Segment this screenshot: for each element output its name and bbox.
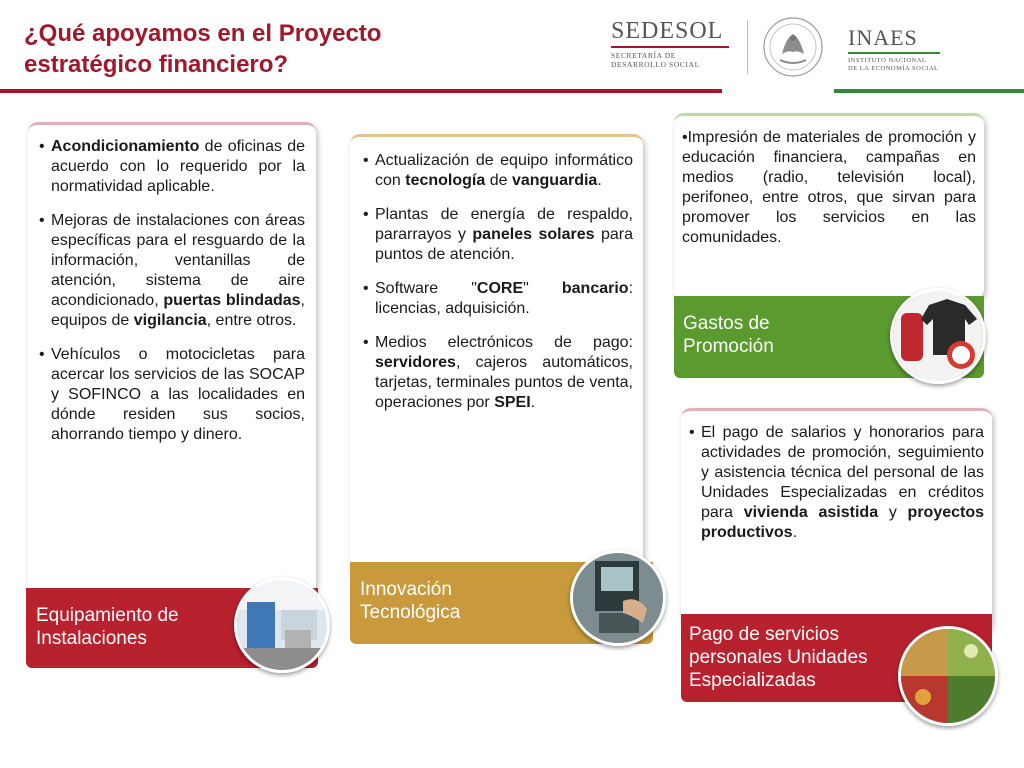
card-pago-list bbox=[689, 423, 984, 543]
office-photo bbox=[234, 577, 330, 673]
inaes-logo-sub2: DE LA ECONOMÍA SOCIAL bbox=[848, 65, 939, 72]
logo-divider bbox=[747, 20, 748, 74]
list-item: • Acondicionamiento de oficinas de acuerdo con lo requerido por la normatividad aplicable. bbox=[39, 137, 305, 197]
list-item: • Mejoras de instalaciones con áreas específicas para el resguardo de la información, ventanillas de atención, sistema de aire acondicionado, puertas blindadas, equipos de vigilancia, entre otros. bbox=[39, 211, 305, 331]
sedesol-logo-sub2: DESARROLLO SOCIAL bbox=[611, 60, 700, 69]
header-rule-green bbox=[834, 89, 1024, 93]
sedesol-logo-sub1: SECRETARÍA DE bbox=[611, 51, 676, 60]
card-equipamiento-list bbox=[39, 137, 305, 459]
list-item: • Vehículos o motocicletas para acercar los servicios de las SOCAP y SOFINCO a las localidades en dónde residen sus socios, ahorrando tiempo y dinero. bbox=[39, 345, 305, 445]
band-pago-title: Pago de servicios personales Unidades Especializadas bbox=[689, 624, 868, 691]
card-promocion bbox=[674, 113, 984, 299]
produce-photo bbox=[898, 626, 998, 726]
list-item: • Actualización de equipo informático con tecnología de vanguardia. bbox=[363, 151, 633, 191]
atm-photo bbox=[570, 550, 666, 646]
header-rule-red bbox=[0, 89, 722, 93]
inaes-logo bbox=[848, 26, 948, 73]
band-equipamiento-title: Equipamiento de Instalaciones bbox=[36, 605, 179, 649]
sedesol-logo-line bbox=[611, 46, 729, 48]
card-innovacion bbox=[350, 134, 643, 577]
card-pago bbox=[681, 408, 992, 631]
inaes-logo-text: INAES bbox=[848, 25, 918, 50]
promo-items-photo bbox=[890, 288, 986, 384]
list-item: • El pago de salarios y honorarios para actividades de promoción, seguimiento y asistencia técnica del personal de las Unidades Especializadas en créditos para vivienda asistida y proyectos productivos. bbox=[689, 423, 984, 543]
national-seal-icon bbox=[762, 16, 824, 78]
band-innovacion-title: Innovación Tecnológica bbox=[360, 579, 461, 623]
list-item: • Medios electrónicos de pago: servidores, cajeros automáticos, tarjetas, terminales puntos de venta, operaciones por SPEI. bbox=[363, 333, 633, 413]
page-title: ¿Qué apoyamos en el Proyecto estratégico financiero? bbox=[24, 20, 382, 78]
list-item: •Impresión de materiales de promoción y educación financiera, campañas en medios (radio, televisión local), perifoneo, entre otros, que sirvan para promover los servicios en las comunidades. bbox=[682, 129, 976, 246]
inaes-logo-sub1: INSTITUTO NACIONAL bbox=[848, 57, 927, 64]
sedesol-logo bbox=[611, 18, 731, 69]
band-promocion-title: Gastos de Promoción bbox=[683, 313, 774, 357]
card-equipamiento bbox=[28, 122, 316, 595]
card-promocion-list bbox=[682, 128, 976, 248]
sedesol-logo-text: SEDESOL bbox=[611, 18, 724, 44]
list-item: • Plantas de energía de respaldo, pararrayos y paneles solares para puntos de atención. bbox=[363, 205, 633, 265]
inaes-logo-line bbox=[848, 52, 940, 54]
card-innovacion-list bbox=[363, 151, 633, 427]
list-item: • Software "CORE" bancario: licencias, adquisición. bbox=[363, 279, 633, 319]
